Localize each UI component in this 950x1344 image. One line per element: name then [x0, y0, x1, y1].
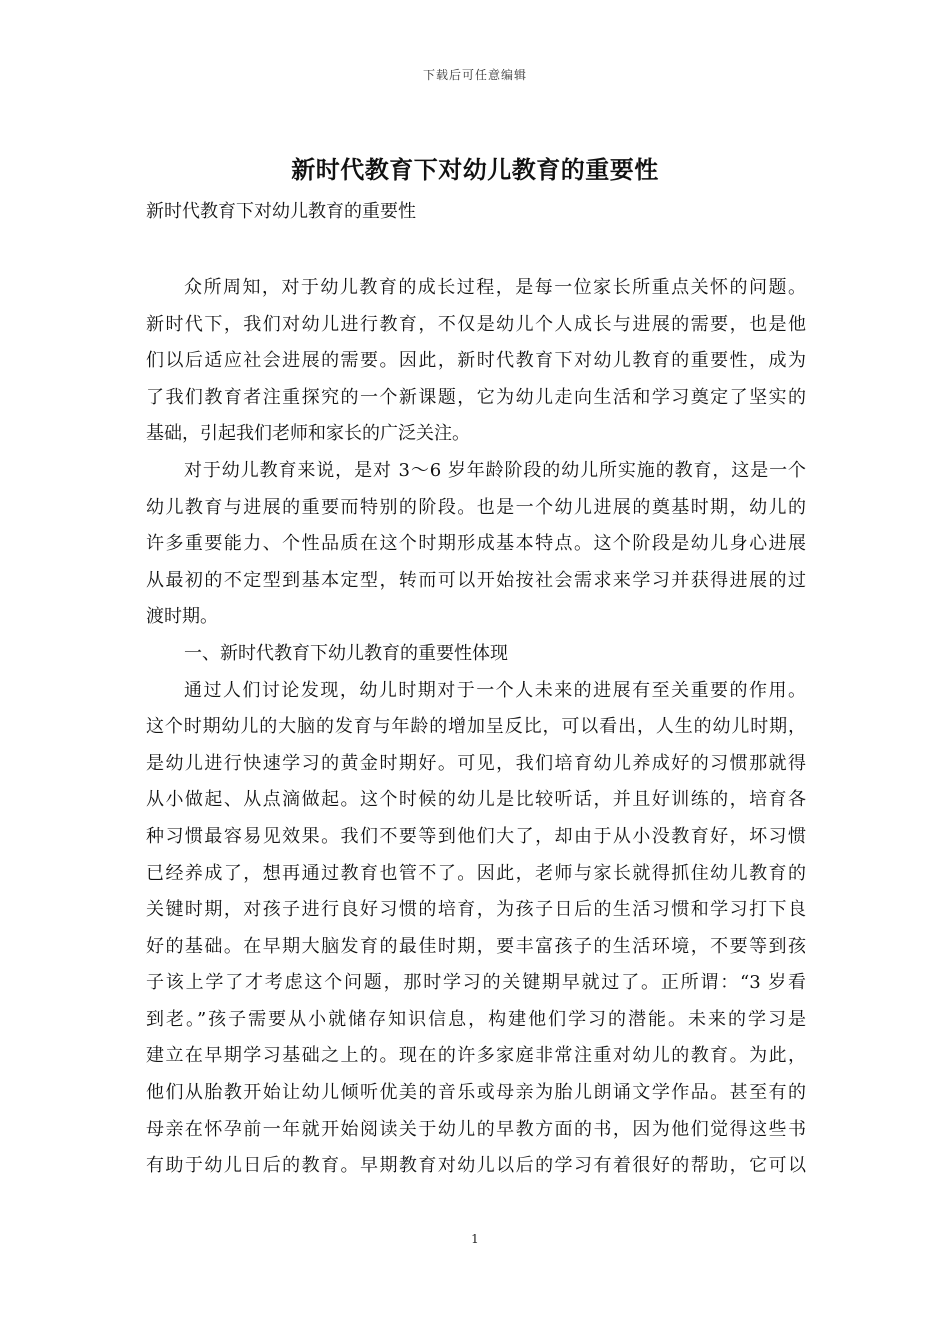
body-line: 们以后适应社会进展的需要。因此，新时代教育下对幼儿教育的重要性，成为	[146, 350, 806, 372]
page-header: 下载后可任意编辑	[422, 68, 527, 82]
body-line: 建立在早期学习基础之上的。现在的许多家庭非常注重对幼儿的教育。为此，	[146, 1045, 806, 1067]
document-title: 新时代教育下对幼儿教育的重要性	[291, 155, 659, 184]
body-line: 对于幼儿教育来说，是对 3～6 岁年龄阶段的幼儿所实施的教育，这是一个	[184, 459, 806, 481]
body-line: 好的基础。在早期大脑发育的最佳时期，要丰富孩子的生活环境，不要等到孩	[146, 935, 806, 957]
body-line: 关键时期，对孩子进行良好习惯的培育，为孩子日后的生活习惯和学习打下良	[146, 899, 806, 921]
body-line: 基础，引起我们老师和家长的广泛关注。	[146, 423, 470, 445]
body-line: 到老。”孩子需要从小就储存知识信息，构建他们学习的潜能。未来的学习是	[146, 1008, 806, 1030]
body-line: 从小做起、从点滴做起。这个时候的幼儿是比较听话，并且好训练的，培育各	[146, 789, 806, 811]
body-line: 是幼儿进行快速学习的黄金时期好。可见，我们培育幼儿养成好的习惯那就得	[146, 752, 806, 774]
body-line: 了我们教育者注重探究的一个新课题，它为幼儿走向生活和学习奠定了坚实的	[146, 386, 806, 408]
body-line: 通过人们讨论发现，幼儿时期对于一个人未来的进展有至关重要的作用。	[184, 679, 806, 701]
page-number: 1	[471, 1232, 479, 1246]
body-line: 幼儿教育与进展的重要而特别的阶段。也是一个幼儿进展的奠基时期，幼儿的	[146, 496, 806, 518]
body-line: 新时代下，我们对幼儿进行教育，不仅是幼儿个人成长与进展的需要，也是他	[146, 313, 806, 335]
document-subtitle: 新时代教育下对幼儿教育的重要性	[146, 201, 416, 222]
body-line: 渡时期。	[146, 606, 218, 628]
body-line: 从最初的不定型到基本定型，转而可以开始按社会需求来学习并获得进展的过	[146, 569, 806, 591]
body-line: 已经养成了，想再通过教育也管不了。因此，老师与家长就得抓住幼儿教育的	[146, 862, 806, 884]
document-body	[146, 270, 806, 1185]
section-heading: 一、新时代教育下幼儿教育的重要性体现	[184, 642, 508, 664]
body-line: 许多重要能力、个性品质在这个时期形成基本特点。这个阶段是幼儿身心进展	[146, 533, 806, 555]
body-line: 众所周知，对于幼儿教育的成长过程，是每一位家长所重点关怀的问题。	[184, 277, 806, 298]
body-line: 母亲在怀孕前一年就开始阅读关于幼儿的早教方面的书，因为他们觉得这些书	[146, 1118, 806, 1140]
body-line: 种习惯最容易见效果。我们不要等到他们大了，却由于从小没教育好，坏习惯	[146, 825, 806, 847]
body-line: 他们从胎教开始让幼儿倾听优美的音乐或母亲为胎儿朗诵文学作品。甚至有的	[146, 1082, 806, 1104]
body-line: 这个时期幼儿的大脑的发育与年龄的增加呈反比，可以看出，人生的幼儿时期，	[146, 716, 806, 738]
body-line: 子该上学了才考虑这个问题，那时学习的关键期早就过了。正所谓：“3 岁看	[146, 972, 806, 994]
body-line: 有助于幼儿日后的教育。早期教育对幼儿以后的学习有着很好的帮助，它可以	[146, 1155, 806, 1177]
